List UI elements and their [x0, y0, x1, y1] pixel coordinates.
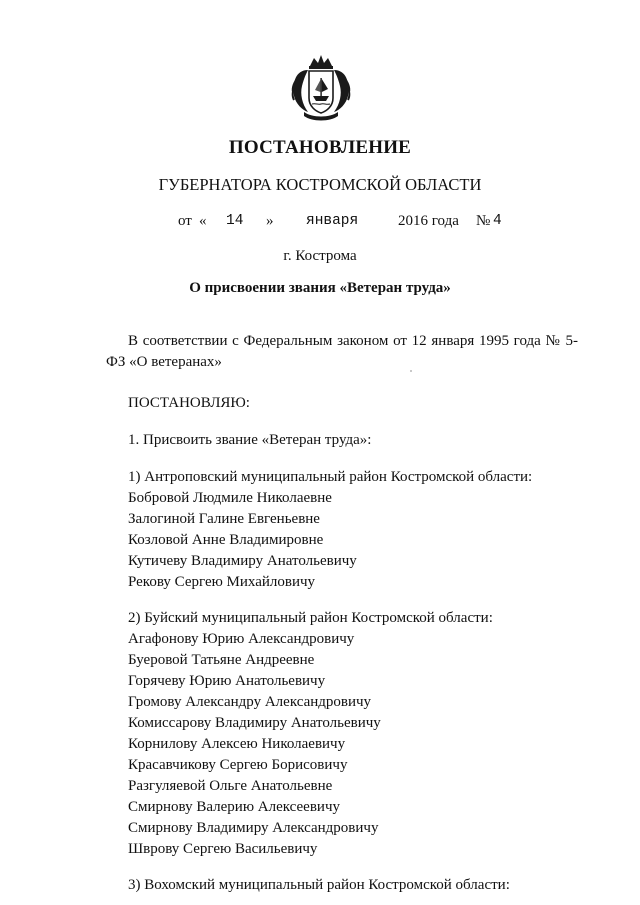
district-title: 2) Буйский муниципальный район Костромской области: [128, 610, 493, 626]
person-name: Комиссарову Владимиру Анатольевичу [128, 715, 381, 731]
date-open-quote: « [199, 213, 207, 229]
city-name: г. Кострома [283, 248, 357, 264]
person-name: Буеровой Татьяне Андреевне [128, 652, 315, 668]
person-name: Корнилову Алексею Николаевичу [128, 736, 346, 752]
date-close-quote: » [266, 213, 274, 229]
person-name: Кутичеву Владимиру Анатольевичу [128, 553, 357, 569]
date-month: января [306, 213, 359, 229]
document-number: 4 [493, 213, 502, 229]
date-year: 2016 года [398, 213, 459, 229]
issuer-name: ГУБЕРНАТОРА КОСТРОМСКОЙ ОБЛАСТИ [158, 175, 482, 194]
person-name: Смирнову Владимиру Александровичу [128, 820, 379, 836]
person-name: Шврову Сергею Васильевичу [128, 841, 318, 857]
person-name: Козловой Анне Владимировне [128, 532, 324, 548]
date-line [0, 213, 640, 233]
date-prefix: от [178, 213, 192, 229]
person-name: Громову Александру Александровичу [128, 694, 372, 710]
document-title: ПОСТАНОВЛЕНИЕ [228, 137, 412, 158]
person-name: Агафонову Юрию Александровичу [128, 631, 355, 647]
person-name: Залогиной Галине Евгеньевне [128, 511, 320, 527]
district-title: 1) Антроповский муниципальный район Костромской области: [128, 469, 533, 485]
item-1: 1. Присвоить звание «Ветеран труда»: [128, 432, 372, 448]
person-name: Рекову Сергею Михайловичу [128, 574, 316, 590]
person-name: Бобровой Людмиле Николаевне [128, 490, 332, 506]
person-name: Красавчикову Сергею Борисовичу [128, 757, 348, 773]
date-day: 14 [226, 213, 244, 229]
document-number-prefix: № [476, 213, 491, 229]
decree-word: ПОСТАНОВЛЯЮ: [128, 395, 250, 411]
intro-paragraph: В соответствии с Федеральным законом от 12 января 1995 года № 5-ФЗ «О ветеранах» [106, 333, 578, 370]
document-body [106, 331, 578, 896]
district-title: 3) Вохомский муниципальный район Костромской области: [128, 877, 510, 893]
person-name: Горячеву Юрию Анатольевичу [128, 673, 326, 689]
person-name: Разгуляевой Ольге Анатольевне [128, 778, 333, 794]
document-subject: О присвоении звания «Ветеран труда» [189, 280, 451, 296]
kostroma-coat-of-arms-icon [288, 52, 354, 122]
person-name: Смирнову Валерию Алексеевичу [128, 799, 340, 815]
